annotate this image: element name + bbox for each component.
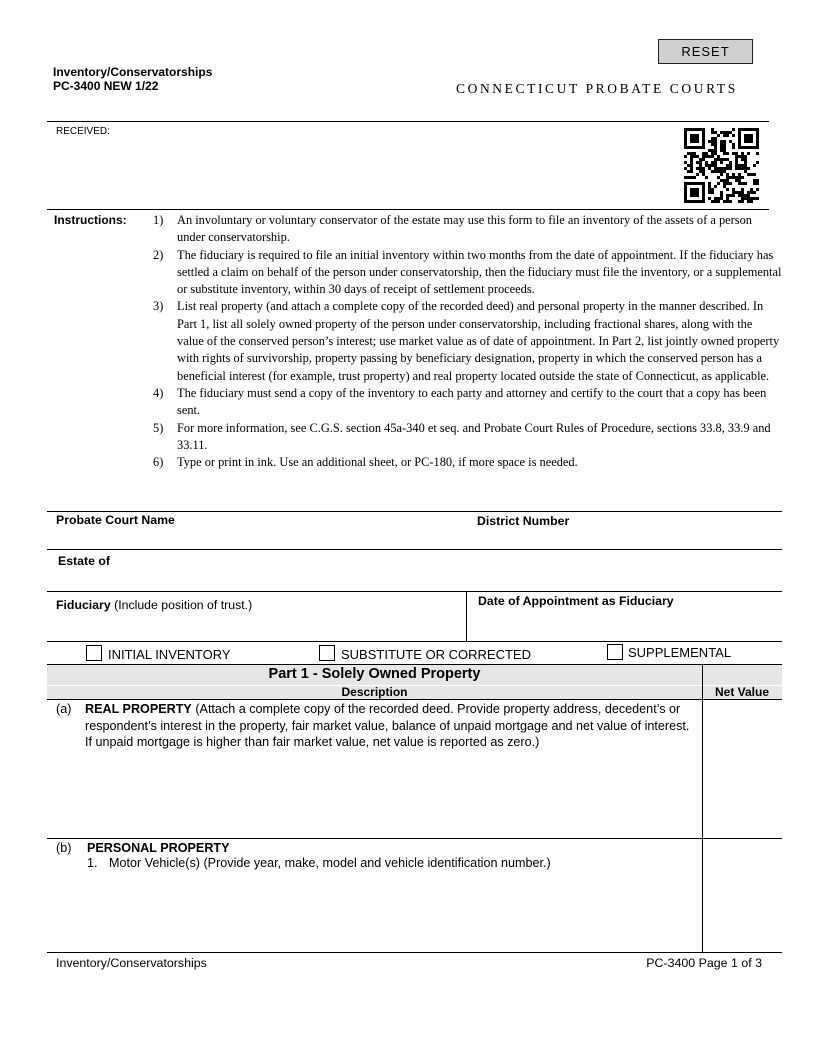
form-title (53, 65, 212, 93)
divider (47, 641, 782, 642)
supplemental-label: SUPPLEMENTAL (628, 645, 732, 660)
instruction-text: For more information, see C.G.S. section 45a-340 et seq. and Probate Court Rules of Procedure, sections 33.8, 33.9 and 33.11. (177, 420, 771, 452)
instruction-text: List real property (and attach a complete copy of the recorded deed) and personal property in the manner described. In Part 1, list all solely owned property of the person under conservatorship, including fractional shares, along with the value of the conserved person’s interest; use market value as of date of appointment. In Part 2, list jointly owned property with rights of survivorship, property passing by beneficiary designation, property in which the conserved person has a beneficial interest (for example, trust property) and real property located outside the state of Connecticut, as applicable. (177, 299, 780, 383)
instruction-number: 5) (153, 420, 164, 435)
instruction-number: 6) (153, 455, 164, 470)
motor-vehicle-value-field[interactable] (703, 839, 782, 951)
received-label: RECEIVED: (56, 126, 110, 137)
instructions-list (150, 212, 782, 471)
instruction-item (150, 420, 782, 455)
instruction-item (150, 298, 782, 384)
instruction-text: Type or print in ink. Use an additional sheet, or PC-180, if more space is needed. (177, 455, 578, 470)
instruction-item (150, 247, 782, 299)
motor-vehicle-field[interactable] (47, 874, 701, 951)
instruction-text: The fiduciary is required to file an initial inventory within two months from the date of appointment. If the fiduciary has settled a claim on behalf of the person under conservatorship, then the fiduciary must file the inventory, or a supplemental or substitute inventory, within 30 days of receipt of settlement proceeds. (177, 247, 782, 297)
section-b-title: PERSONAL PROPERTY (87, 841, 230, 855)
section-b-item-number: 1. (87, 856, 98, 870)
section-a-title: REAL PROPERTY (85, 702, 192, 716)
fiduciary-label (56, 598, 252, 612)
substitute-corrected-label: SUBSTITUTE OR CORRECTED (341, 647, 531, 662)
date-appointment-field[interactable] (467, 609, 782, 640)
initial-inventory-checkbox[interactable] (86, 645, 102, 661)
instruction-number: 1) (153, 213, 164, 227)
date-appointment-label: Date of Appointment as Fiduciary (478, 594, 674, 608)
divider (47, 209, 769, 210)
fiduciary-note: (Include position of trust.) (114, 598, 253, 612)
divider (47, 549, 782, 550)
footer-page-number: PC-3400 Page 1 of 3 (646, 956, 762, 970)
instructions-label: Instructions: (54, 213, 127, 227)
section-b-item-text: Motor Vehicle(s) (Provide year, make, model and vehicle identification number.) (109, 856, 551, 870)
part1-title: Part 1 - Solely Owned Property (268, 666, 481, 682)
estate-of-label: Estate of (58, 554, 110, 568)
net-value-column-header: Net Value (714, 685, 770, 699)
footer-form-name: Inventory/Conservatorships (56, 956, 207, 970)
divider (47, 952, 782, 953)
real-property-value-field[interactable] (703, 700, 782, 837)
court-name: CONNECTICUT PROBATE COURTS (456, 81, 738, 96)
instruction-text: The fiduciary must send a copy of the inventory to each party and attorney and certify to the court that a copy has been sent. (177, 385, 767, 418)
instruction-number: 4) (153, 385, 164, 400)
instruction-number: 2) (153, 247, 164, 262)
divider (47, 591, 782, 592)
section-a-text (85, 701, 697, 751)
divider (47, 699, 782, 700)
instruction-item (150, 454, 782, 471)
substitute-corrected-checkbox[interactable] (319, 645, 335, 661)
fiduciary-label-text: Fiduciary (56, 598, 111, 612)
fiduciary-field[interactable] (47, 613, 465, 640)
instruction-item (150, 212, 782, 247)
estate-of-field[interactable] (47, 570, 782, 590)
section-b-label: (b) (56, 841, 72, 855)
divider (47, 838, 782, 839)
section-a-instructions: (Attach a complete copy of the recorded deed. Provide property address, decedent’s or respondent’s interest in the property, fair market value, balance of unpaid mortgage and net value of interest. If unpaid mortgage is higher than fair market value, net value is reported as zero.) (85, 702, 690, 749)
instruction-number: 3) (153, 299, 164, 314)
divider (47, 511, 782, 512)
reset-button[interactable]: RESET (658, 39, 753, 64)
divider (47, 121, 769, 122)
district-number-label: District Number (477, 514, 570, 528)
section-a-label: (a) (56, 702, 72, 716)
form-number: PC-3400 NEW 1/22 (53, 79, 159, 93)
initial-inventory-label: INITIAL INVENTORY (108, 647, 231, 662)
instruction-text: An involuntary or voluntary conservator of the estate may use this form to file an inventory of the assets of a person under conservatorship. (177, 213, 752, 245)
form-name: Inventory/Conservatorships (53, 65, 213, 79)
real-property-field[interactable] (47, 752, 701, 836)
court-name-field[interactable] (47, 527, 782, 549)
supplemental-checkbox[interactable] (607, 644, 623, 660)
instruction-item (150, 385, 782, 420)
qr-code (684, 128, 759, 203)
court-name-label: Probate Court Name (56, 513, 175, 527)
description-column-header: Description (341, 685, 408, 699)
